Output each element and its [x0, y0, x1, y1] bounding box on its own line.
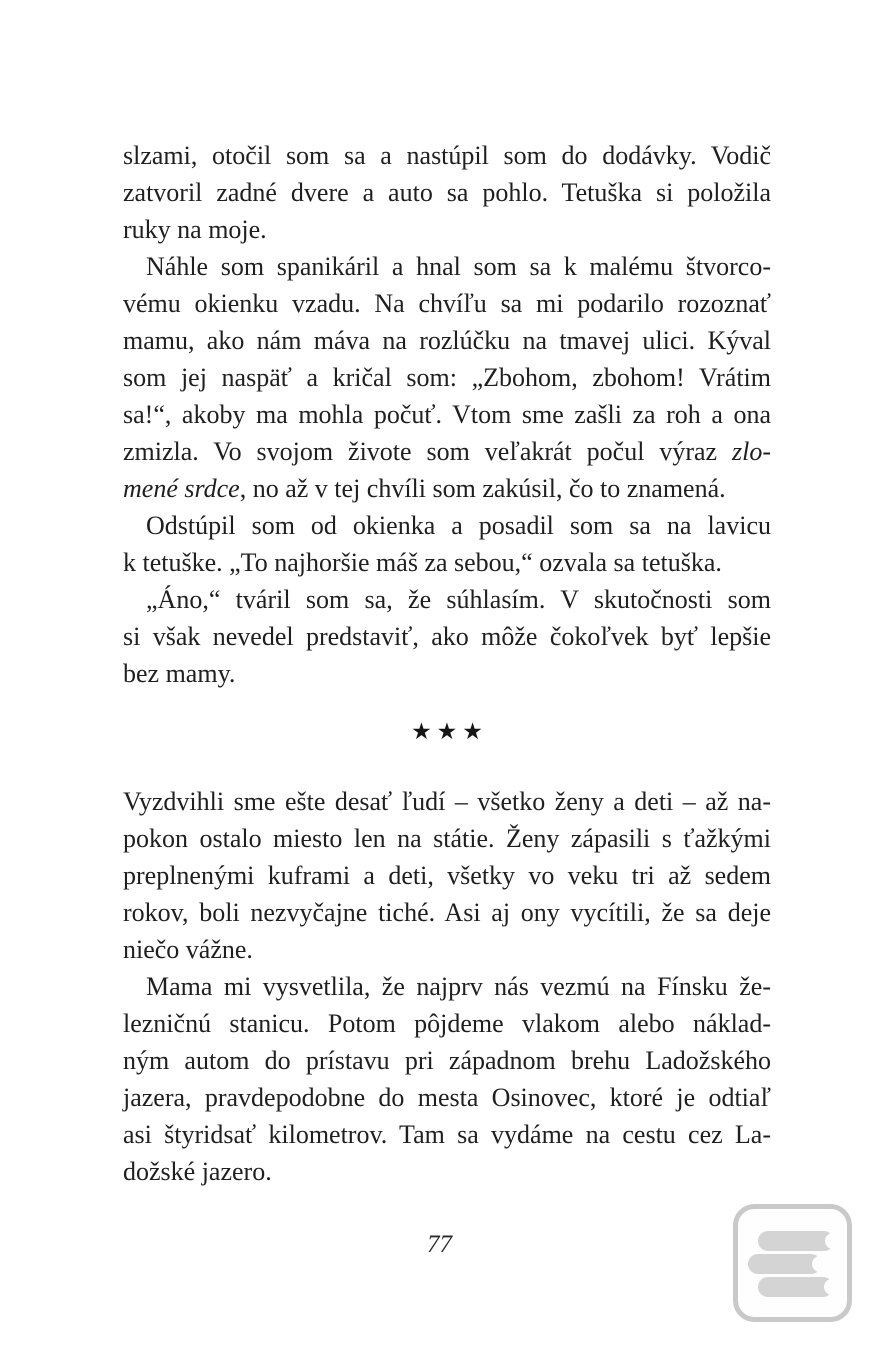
text-line: Odstúpil som od okienka a posadil som sa na lavicu: [146, 511, 771, 540]
text-line: Náhle som spanikáril a hnal som sa k malému štvorco-: [146, 252, 771, 281]
page-number: 77: [427, 1231, 452, 1258]
text-line: „Áno,“ tváril som sa, že súhlasím. V skutočnosti som: [146, 585, 771, 614]
text-line: asi štyridsať kilometrov. Tam sa vydáme na cestu cez La-: [123, 1120, 771, 1149]
section-before-break: [123, 137, 771, 692]
text-line: lezničnú stanicu. Potom pôjdeme vlakom alebo náklad-: [123, 1009, 771, 1038]
text-line: niečo vážne.: [123, 935, 253, 964]
text-line: k tetuške. „To najhoršie máš za sebou,“ ozvala sa tetuška.: [123, 548, 722, 577]
section-after-break: [123, 783, 771, 1190]
text-line: vému okienku vzadu. Na chvíľu sa mi podarilo rozoznať: [123, 289, 771, 318]
text-line: slzami, otočil som sa a nastúpil som do dodávky. Vodič: [123, 141, 771, 170]
paragraph: [123, 137, 771, 248]
scene-break-stars: ★★★: [411, 719, 488, 745]
text-line: mené srdce, no až v tej chvíli som zakúsil, čo to znamená.: [123, 474, 726, 503]
paragraph: [123, 581, 771, 692]
text-line: zmizla. Vo svojom živote som veľakrát počul výraz zlo-: [123, 437, 771, 466]
paragraph: [123, 507, 771, 581]
text-line: dožské jazero.: [123, 1157, 272, 1186]
text-line: Mama mi vysvetlila, že najprv nás vezmú na Fínsku že-: [146, 972, 771, 1001]
text-line: ným autom do prístavu pri západnom brehu Ladožského: [123, 1046, 771, 1075]
text-line: rokov, boli nezvyčajne tiché. Asi aj ony vycítili, že sa deje: [123, 898, 771, 927]
text-line: som jej naspäť a kričal som: „Zbohom, zbohom! Vrátim: [123, 363, 771, 392]
text-line: pokon ostalo miesto len na státie. Ženy zápasili s ťažkými: [123, 824, 771, 853]
text-line: sa!“, akoby ma mohla počuť. Vtom sme zašli za roh a ona: [123, 400, 771, 429]
text-body: [123, 137, 771, 1190]
paragraph: [123, 783, 771, 968]
martinus-books-logo: [733, 1204, 852, 1322]
text-line: mamu, ako nám máva na rozlúčku na tmavej ulici. Kýval: [123, 326, 771, 355]
books-stack-icon: [733, 1204, 852, 1322]
text-line: bez mamy.: [123, 659, 236, 688]
text-line: ruky na moje.: [123, 215, 267, 244]
text-line: jazera, pravdepodobne do mesta Osinovec, ktoré je odtiaľ: [123, 1083, 771, 1112]
text-line: Vyzdvihli sme ešte desať ľudí – všetko ženy a deti – až na-: [123, 787, 771, 816]
text-line: si však nevedel predstaviť, ako môže čokoľvek byť lepšie: [123, 622, 771, 651]
paragraph: [123, 968, 771, 1190]
text-line: preplnenými kuframi a deti, všetky vo veku tri až sedem: [123, 861, 771, 890]
text-line: zatvoril zadné dvere a auto sa pohlo. Tetuška si položila: [123, 178, 771, 207]
paragraph: [123, 248, 771, 507]
